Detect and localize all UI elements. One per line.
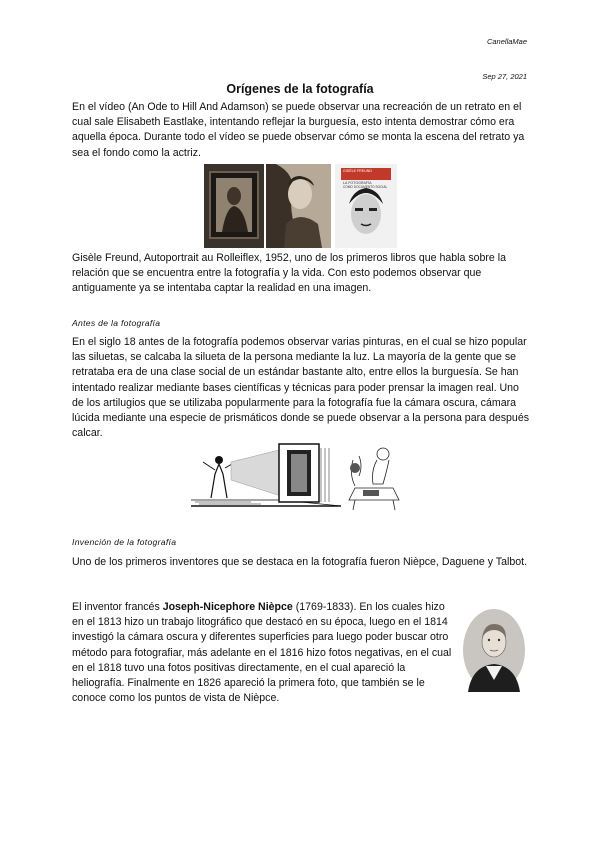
book-cover-image: [335, 164, 397, 248]
freund-paragraph: Gisèle Freund, Autoportrait au Rolleiflex, 1952, uno de los primeros libros que habla sobre la relación que se encuentra entre la fotografía y la vida. Con esto podemos observar que antiguamente ya se intentaba captar la realidad en una imagen.: [72, 252, 507, 295]
intro-paragraph: En el vídeo (An Ode to Hill And Adamson) se puede observar una recreación de un retrato en el cual sale Elisabeth Eastlake, intentando reflejar la burguesía, esto intenta demostrar cómo era aquella época. Durante todo el vídeo se puede observar cómo se monta la escena del retrato ya sea el fondo como la actriz.: [72, 101, 525, 159]
before-paragraph: En el siglo 18 antes de la fotografía podemos observar varias pinturas, en el cual se hizo popular las siluetas, se calcaba la silueta de la persona mediante la luz. La mayoría de la gente que se retrataba era de una clase social de un estándar bastante alto, entre ellos la burguesía. Se han intentado realizar mediante bases científicas y técnicas para poder prensar la imagen real. Uno de los artilugios que se utilizaba popularmente para la fotografía fue la cámara oscura, cámara lúcida mediante una especie de prismáticos donde se puede observar a la persona para después calcar.: [72, 336, 530, 440]
book-cover-title: LA FOTOGRAFÍA: [343, 181, 372, 185]
page-title: Orígenes de la fotografía: [226, 82, 374, 96]
niepce-portrait-image: [462, 608, 526, 692]
niepce-name: Joseph-Nicephore Nièpce: [162, 601, 293, 613]
camera-obscura-illustration: [191, 440, 341, 512]
section-heading-invention: Invención de la fotografía: [72, 537, 177, 547]
niepce-intro-text: El inventor francés: [72, 601, 163, 613]
section-heading-before: Antes de la fotografía: [72, 318, 161, 328]
book-cover-author: GISÈLE FREUND: [343, 169, 372, 173]
woman-portrait-image: [266, 164, 331, 248]
inventors-paragraph: Uno de los primeros inventores que se destaca en la fotografía fueron Nièpce, Daguene y Talbot.: [72, 556, 528, 568]
camera-lucida-illustration: [343, 440, 406, 512]
niepce-body-text: (1769-1833). En los cuales hizo en el 1813 hizo un trabajo litográfico que destacó en su época, luego en el 1814 investigó la cámara oscura y diferentes superficies para luego poder buscar otro método para fotografiar, más adelante en el 1816 hizo fotos negativas, en el cual en el 1818 tuvo una fotos positivas directamente, en el cual apareció la heliografía. Finalmente en 1826 apareció la primera foto, que también se le conoce como los puntos de vista de Nièpce.: [72, 601, 452, 705]
framed-portrait-image: [204, 164, 264, 248]
document-date: Sep 27, 2021: [482, 72, 527, 81]
author-name: CanellaMae: [486, 37, 527, 46]
book-cover-subtitle: COMO DOCUMENTO SOCIAL: [343, 185, 388, 189]
niepce-paragraph: [72, 600, 458, 706]
